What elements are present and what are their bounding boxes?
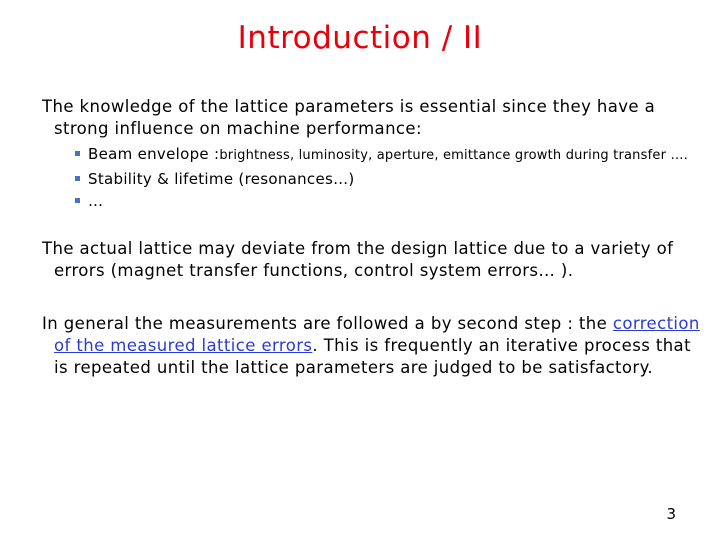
bullet-label: Stability & lifetime (resonances…) [88,169,355,188]
square-bullet-icon [75,151,80,156]
paragraph-line [42,335,692,357]
paragraph-line [42,313,700,335]
correction-link-continued[interactable]: of the measured lattice errors [54,336,313,355]
square-bullet-icon [75,176,80,181]
paragraph-line: errors (magnet transfer functions, control system errors… ). [54,261,574,280]
paragraph-lattice-knowledge [42,96,692,140]
correction-link[interactable]: correction [612,314,700,333]
slide-title: Introduction / II [237,20,483,56]
paragraph-line: The knowledge of the lattice parameters is essential since they have a [42,97,656,116]
paragraph-correction-process [42,313,700,379]
paragraph-text: . This is frequently an iterative process that [312,336,691,355]
paragraph-lattice-deviation [42,238,692,282]
bullet-item-beam-envelope [75,143,695,168]
bullet-item-ellipsis [75,190,695,213]
performance-bullet-list [75,143,695,213]
paragraph-line: strong influence on machine performance: [54,119,422,138]
bullet-label: Beam envelope : [88,145,220,163]
paragraph-line: The actual lattice may deviate from the design lattice due to a variety of [42,239,674,258]
bullet-label: … [88,192,104,210]
bullet-item-stability [75,168,695,191]
paragraph-text: In general the measurements are followed a by second step : the [42,314,613,333]
page-number: 3 [666,505,676,523]
paragraph-line: is repeated until the lattice parameters are judged to be satisfactory. [54,358,654,377]
square-bullet-icon [75,198,80,203]
bullet-detail: brightness, luminosity, aperture, emittance growth during transfer …. [219,148,688,163]
